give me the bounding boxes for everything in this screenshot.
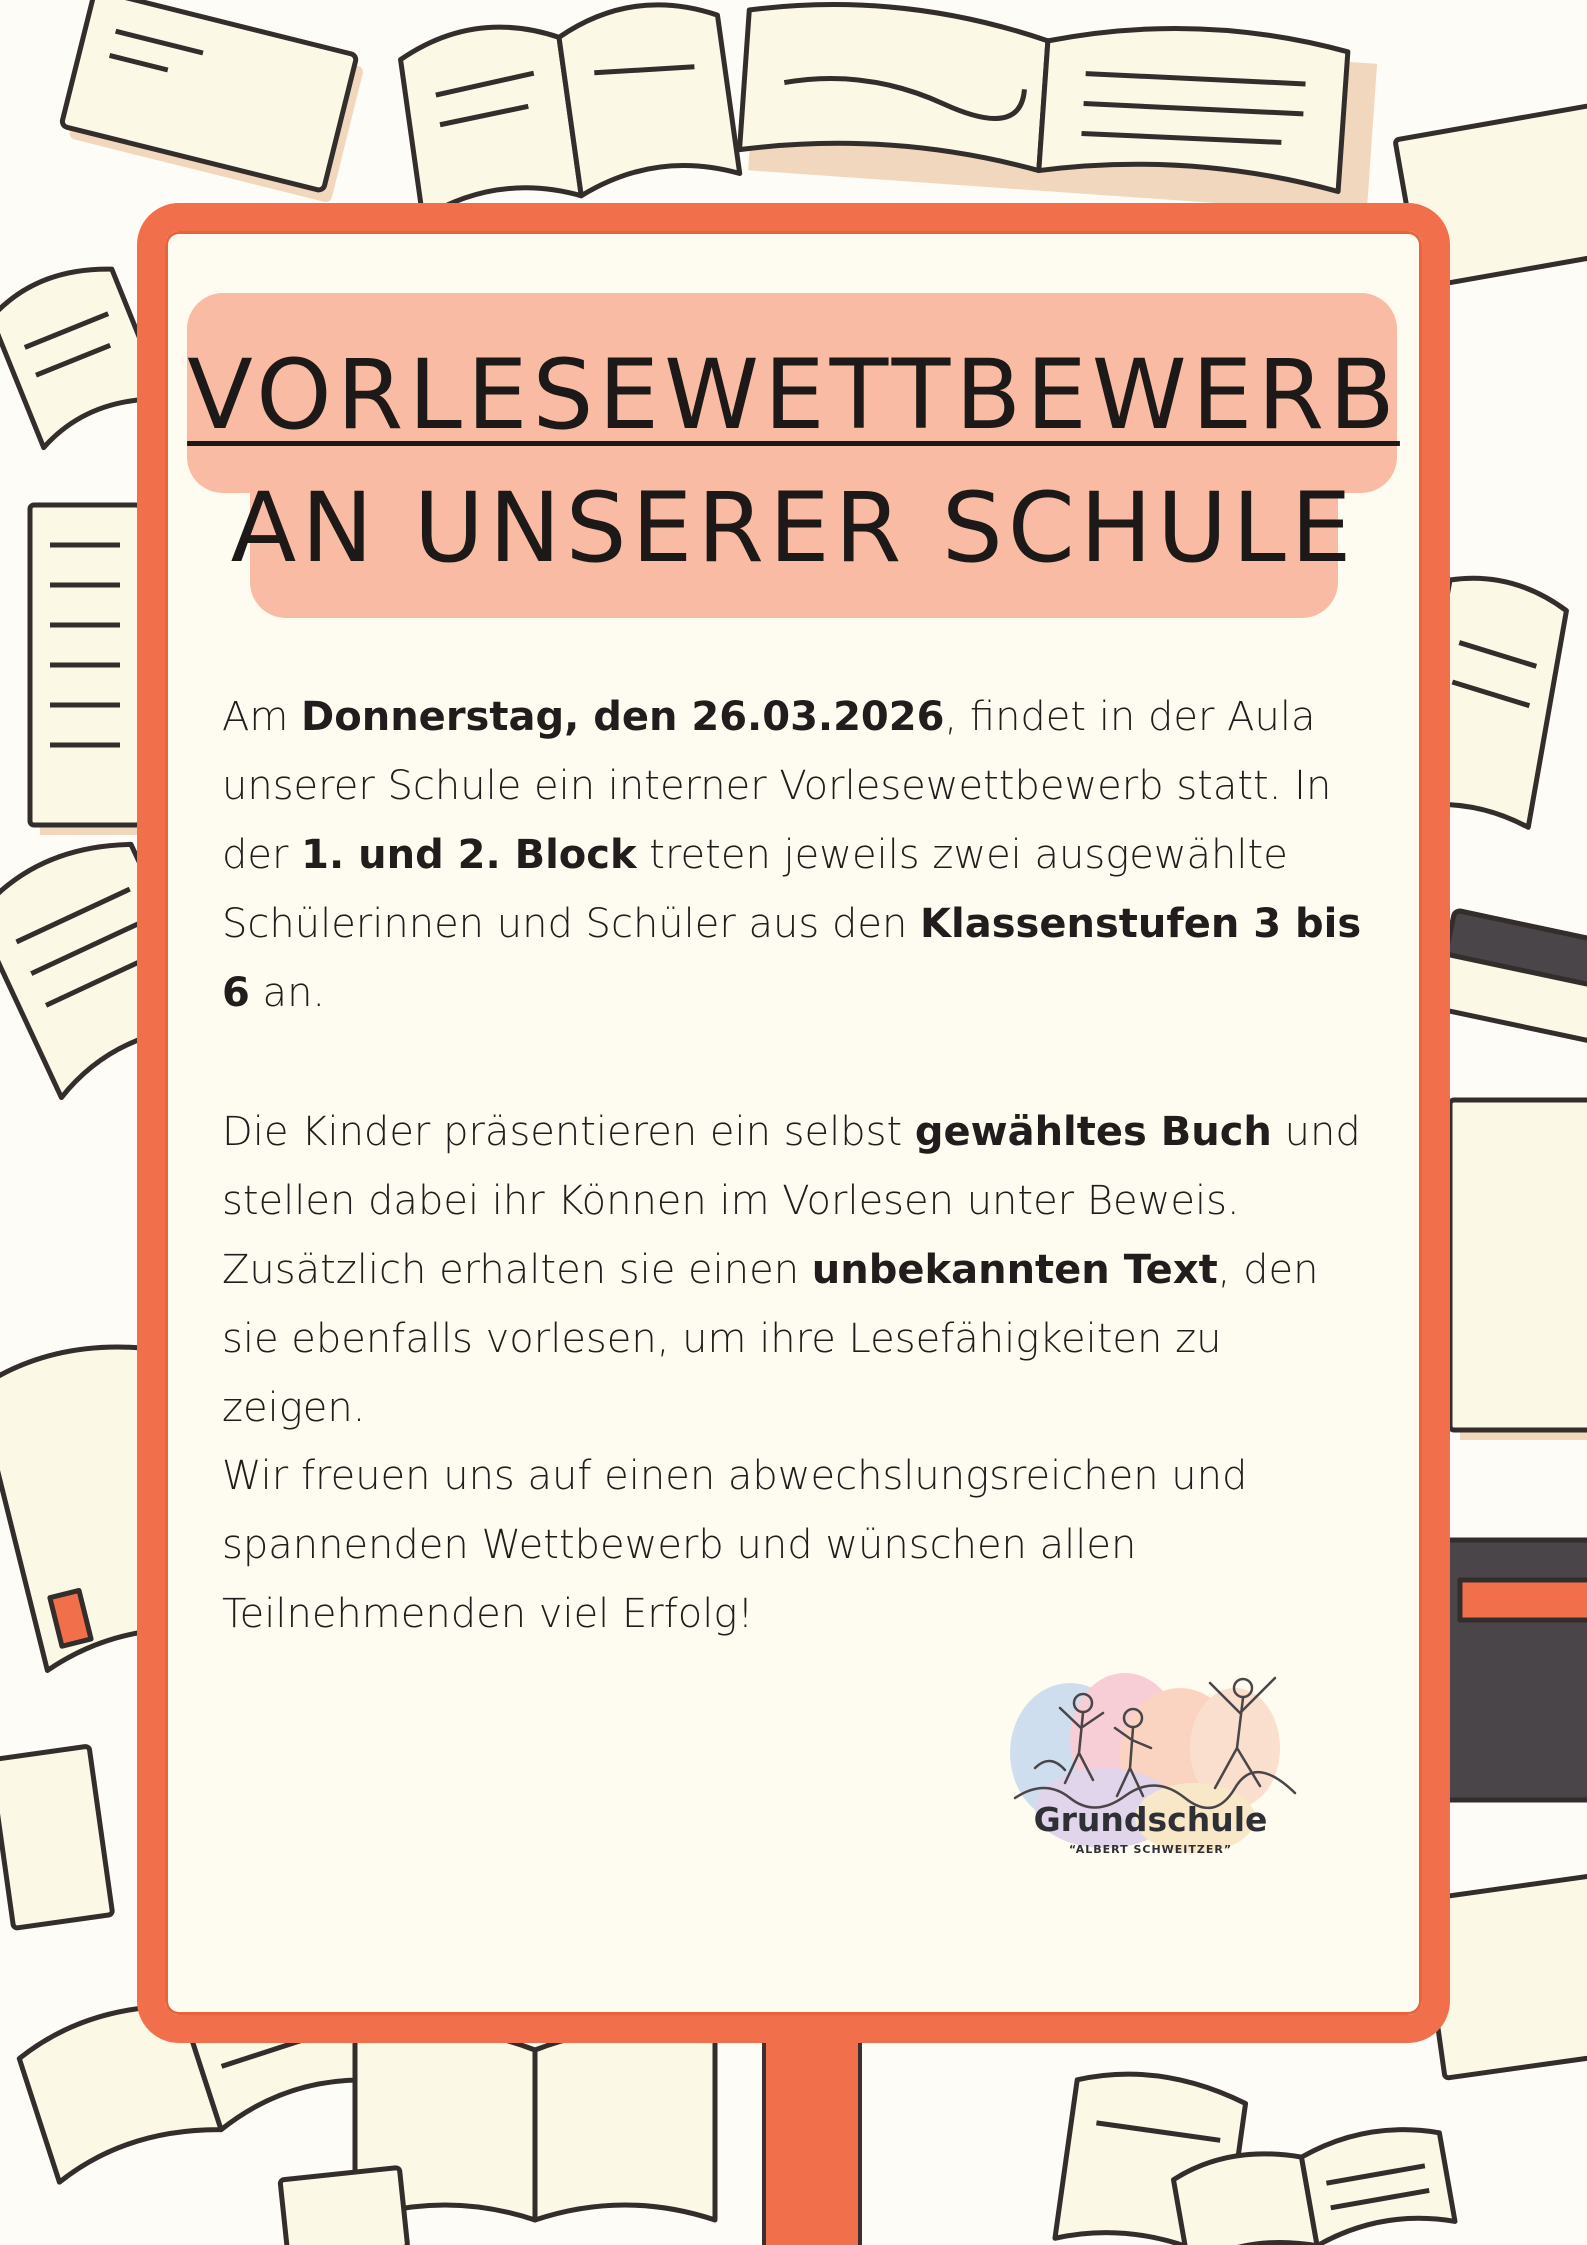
sign-post <box>762 2010 862 2245</box>
text-span: treten jeweils zwei ausgewählte Schülerinnen und Schüler aus den <box>222 832 1288 947</box>
text-span: , den sie ebenfalls vorlesen, um ihre Lesefähigkeiten zu zeigen. <box>222 1247 1319 1431</box>
text-span: Am <box>222 694 302 740</box>
school-logo-subtitle: “ALBERT SCHWEITZER” <box>1068 1843 1233 1856</box>
school-logo-name: Grundschule <box>1033 1800 1268 1839</box>
book-icon <box>0 1746 113 1928</box>
book-icon <box>280 2167 408 2245</box>
event-date: Donnerstag, den 26.03.2026 <box>301 694 945 740</box>
block-info: 1. und 2. Block <box>301 832 637 878</box>
title-line-1-text: VORLESEWETTBEWERB <box>187 339 1400 451</box>
book-icon <box>1450 1100 1587 1440</box>
text-span: , findet in der Aula unserer Schule ein interner Vorlesewettbewerb statt. In der <box>222 694 1332 878</box>
book-icon <box>1440 1540 1587 1800</box>
paragraph-event-details <box>222 683 1362 1028</box>
paragraph-description <box>222 1098 1362 1443</box>
book-icon <box>1434 910 1587 1043</box>
school-logo <box>975 1658 1325 1908</box>
text-span: an. <box>249 970 326 1016</box>
paragraph-closing: Wir freuen uns auf einen abwechslungsreichen und spannenden Wettbewerb und wünschen allen Teilnehmenden viel Erfolg! <box>222 1453 1248 1637</box>
grade-levels: Klassenstufen 3 bis 6 <box>222 901 1362 1016</box>
text-span: Die Kinder präsentieren ein selbst <box>222 1109 915 1155</box>
unknown-text: unbekannten Text <box>811 1247 1218 1293</box>
chosen-book: gewähltes Buch <box>914 1109 1272 1155</box>
book-icon <box>59 0 367 203</box>
open-book-icon <box>355 2030 715 2220</box>
title-line-1 <box>0 339 1587 451</box>
text-span: und stellen dabei ihr Können im Vorlesen unter Beweis. Zusätzlich erhalten sie einen <box>222 1109 1361 1293</box>
open-book-icon <box>738 0 1379 214</box>
title-line-2: AN UNSERER SCHULE <box>230 472 1357 584</box>
open-book-icon <box>398 0 740 218</box>
